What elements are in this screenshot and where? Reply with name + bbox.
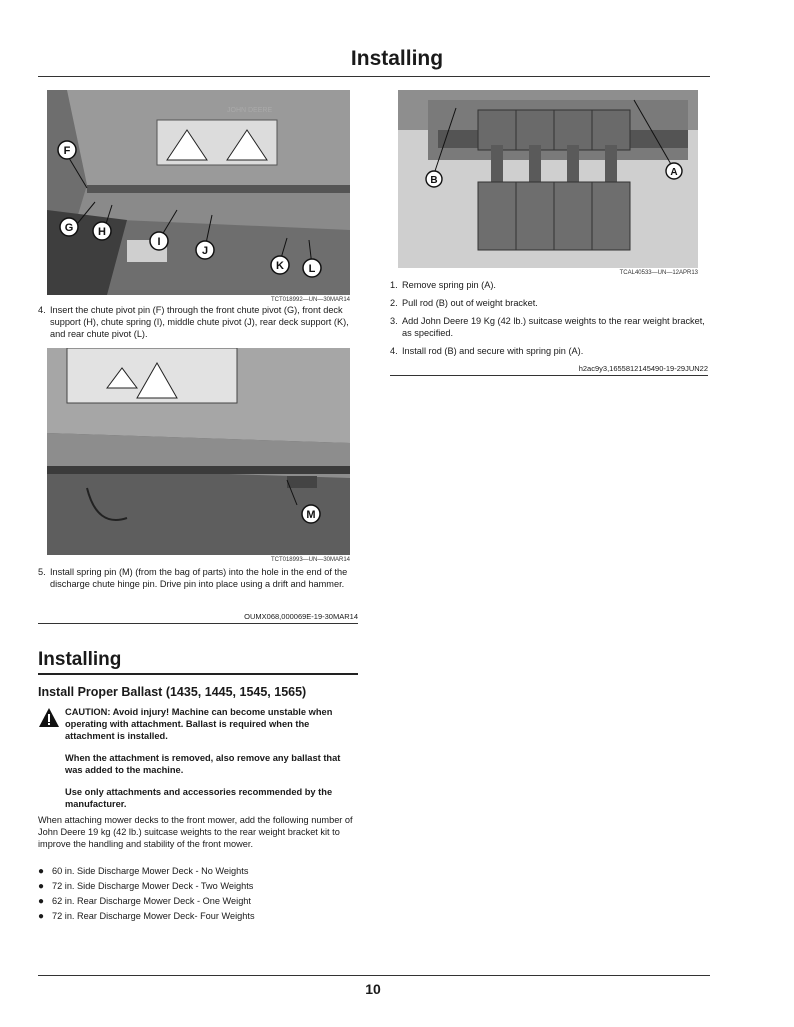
warning-icon	[38, 707, 60, 729]
list-item: 1. Remove spring pin (A).	[390, 280, 496, 290]
suitcase-weights-photo	[398, 90, 698, 268]
reference-code-2: h2ac9y3,1655812145490-19-29JUN22	[578, 364, 708, 373]
step-text: Install spring pin (M) (from the bag of parts) into the hole in the end of the discharge chute hinge pin. Drive pin into place using a drift and hammer.	[50, 567, 348, 589]
ballast-intro: When attaching mower decks to the front mower, add the following number of John Deere 19 kg (42 lb.) suitcase weights to the rear weight bracket kit to improve the handling and stability of the front mower.	[38, 815, 353, 849]
list-item: ● 62 in. Rear Discharge Mower Deck - One Weight	[38, 896, 251, 907]
step-5	[38, 566, 358, 590]
callout-a: A	[670, 167, 678, 178]
page-number: 10	[365, 981, 381, 997]
callout-m: M	[306, 509, 316, 521]
step-number: 5.	[38, 567, 46, 577]
right-section-rule	[390, 375, 708, 376]
step-number: 4.	[38, 305, 46, 315]
reference-code-1: OUMX068,000069E-19-30MAR14	[244, 612, 358, 621]
callout-f: F	[63, 145, 71, 157]
callout-i: I	[157, 236, 161, 248]
step-4	[38, 304, 358, 340]
bullet-icon: ●	[38, 866, 45, 877]
list-item: ● 72 in. Rear Discharge Mower Deck- Four Weights	[38, 911, 255, 922]
callout-l: L	[308, 263, 316, 275]
caution-block	[65, 706, 355, 820]
callout-b: B	[430, 175, 438, 186]
list-item: 4. Install rod (B) and secure with spring pin (A).	[390, 346, 584, 356]
figure2-code: TCT018993—UN—30MAR14	[270, 557, 350, 563]
section-rule	[38, 673, 358, 675]
callout-g: G	[64, 222, 74, 234]
caution-text: CAUTION: Avoid injury! Machine can become unstable when operating with attachment. Ballast is required when the attachment is installed.	[65, 707, 333, 741]
step-text: Insert the chute pivot pin (F) through the front chute pivot (G), front deck support (H), chute spring (I), middle chute pivot (J), rear deck support (K), and rear chute pivot (L).	[50, 305, 349, 339]
footer-rule	[38, 975, 710, 976]
bullet-icon: ●	[38, 911, 45, 922]
caution-text: When the attachment is removed, also remove any ballast that was added to the machine.	[65, 753, 341, 775]
bullet-icon: ●	[38, 881, 45, 892]
caution-text: Use only attachments and accessories recommended by the manufacturer.	[65, 787, 333, 809]
header-rule	[38, 76, 710, 77]
list-item: ● 72 in. Side Discharge Mower Deck - Two Weights	[38, 881, 254, 892]
weights-steps	[390, 279, 708, 357]
callout-k: K	[276, 260, 284, 272]
page-title: Installing	[350, 47, 444, 70]
list-item: 2. Pull rod (B) out of weight bracket.	[390, 298, 538, 308]
section-end-rule	[38, 623, 358, 624]
bullet-icon: ●	[38, 896, 45, 907]
list-item: ● 60 in. Side Discharge Mower Deck - No Weights	[38, 866, 249, 877]
ballast-subtitle: Install Proper Ballast (1435, 1445, 1545, 1565)	[38, 685, 307, 699]
spring-pin-photo	[47, 348, 350, 555]
chute-pivot-photo	[47, 90, 350, 295]
photo-watermark: JOHN DEERE	[227, 107, 273, 114]
callout-j: J	[201, 245, 209, 257]
figure1-code: TCT018992—UN—30MAR14	[270, 297, 350, 303]
section-title: Installing	[38, 649, 122, 670]
weights-list	[38, 864, 358, 924]
list-item: 3. Add John Deere 19 Kg (42 lb.) suitcase weights to the rear weight bracket, as specified.	[390, 316, 705, 338]
figure3-code: TCAL40533—UN—12APR13	[619, 270, 698, 276]
callout-h: H	[98, 226, 106, 238]
